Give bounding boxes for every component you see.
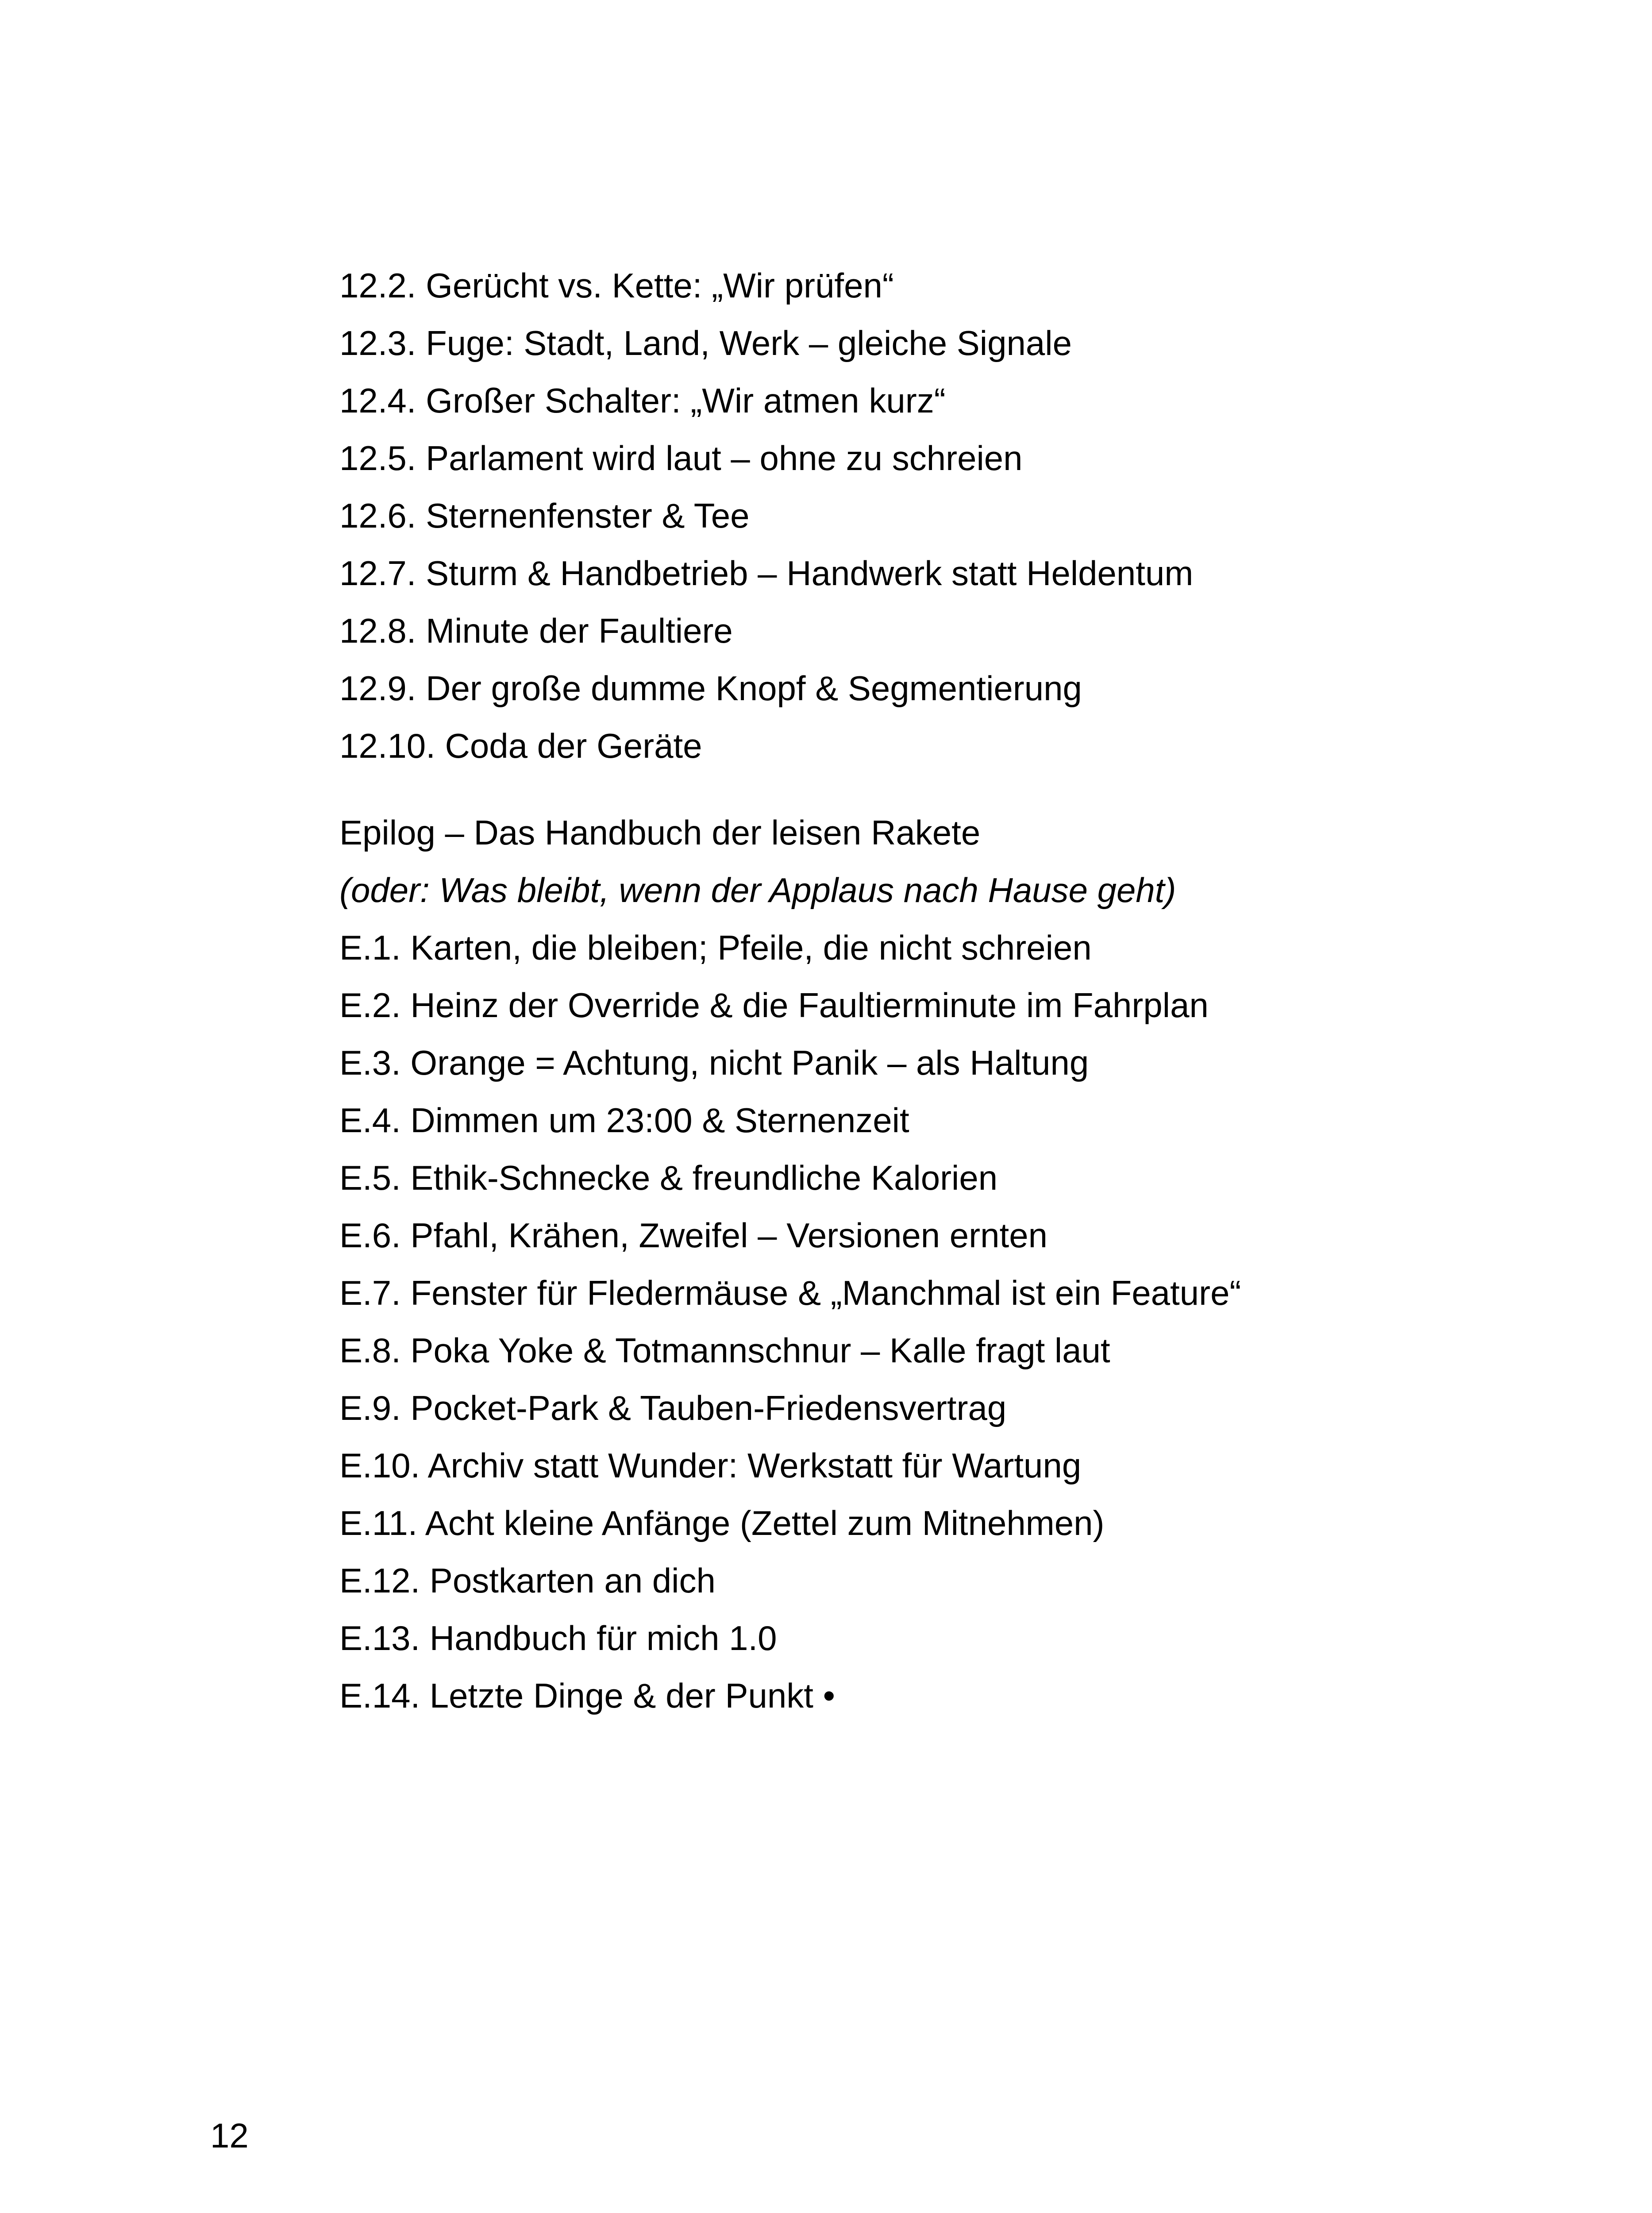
- toc-entry-e-5: E.5. Ethik-Schnecke & freundliche Kalorien: [339, 1158, 998, 1197]
- epilog-subtitle: (oder: Was bleibt, wenn der Applaus nach Hause geht): [339, 871, 1176, 910]
- toc-entry-e-14: E.14. Letzte Dinge & der Punkt •: [339, 1676, 835, 1715]
- toc-entry-e-3: E.3. Orange = Achtung, nicht Panik – als Haltung: [339, 1043, 1089, 1082]
- toc-entry-e-11: E.11. Acht kleine Anfänge (Zettel zum Mitnehmen): [339, 1504, 1105, 1542]
- toc-entry-e-8: E.8. Poka Yoke & Totmannschnur – Kalle fragt laut: [339, 1331, 1110, 1370]
- toc-entry-e-10: E.10. Archiv statt Wunder: Werkstatt für Wartung: [339, 1446, 1082, 1485]
- toc-entry-12-3: 12.3. Fuge: Stadt, Land, Werk – gleiche Signale: [339, 324, 1072, 362]
- epilog-section: [339, 804, 1534, 1724]
- toc-entry-e-6: E.6. Pfahl, Krähen, Zweifel – Versionen ernten: [339, 1216, 1047, 1255]
- table-of-contents: [339, 257, 1534, 1724]
- page-number: 12: [210, 2116, 249, 2155]
- toc-entry-12-8: 12.8. Minute der Faultiere: [339, 611, 733, 650]
- toc-entry-12-10: 12.10. Coda der Geräte: [339, 726, 702, 765]
- toc-entry-12-2: 12.2. Gerücht vs. Kette: „Wir prüfen“: [339, 266, 894, 305]
- section-spacer: [339, 775, 1534, 804]
- toc-entry-e-9: E.9. Pocket-Park & Tauben-Friedensvertrag: [339, 1388, 1007, 1427]
- toc-entry-e-4: E.4. Dimmen um 23:00 & Sternenzeit: [339, 1101, 909, 1140]
- toc-entry-12-7: 12.7. Sturm & Handbetrieb – Handwerk statt Heldentum: [339, 554, 1194, 593]
- toc-entry-e-1: E.1. Karten, die bleiben; Pfeile, die nicht schreien: [339, 928, 1092, 967]
- toc-entry-e-7: E.7. Fenster für Fledermäuse & „Manchmal ist ein Feature“: [339, 1273, 1241, 1312]
- toc-entry-12-9: 12.9. Der große dumme Knopf & Segmentierung: [339, 669, 1082, 708]
- chapter-12-list: [339, 257, 1534, 775]
- toc-entry-12-4: 12.4. Großer Schalter: „Wir atmen kurz“: [339, 381, 946, 420]
- toc-entry-12-5: 12.5. Parlament wird laut – ohne zu schreien: [339, 439, 1023, 478]
- toc-entry-e-13: E.13. Handbuch für mich 1.0: [339, 1619, 777, 1658]
- toc-entry-e-2: E.2. Heinz der Override & die Faultierminute im Fahrplan: [339, 986, 1209, 1025]
- toc-entry-12-6: 12.6. Sternenfenster & Tee: [339, 496, 750, 535]
- toc-entry-e-12: E.12. Postkarten an dich: [339, 1561, 716, 1600]
- epilog-title: Epilog – Das Handbuch der leisen Rakete: [339, 813, 981, 852]
